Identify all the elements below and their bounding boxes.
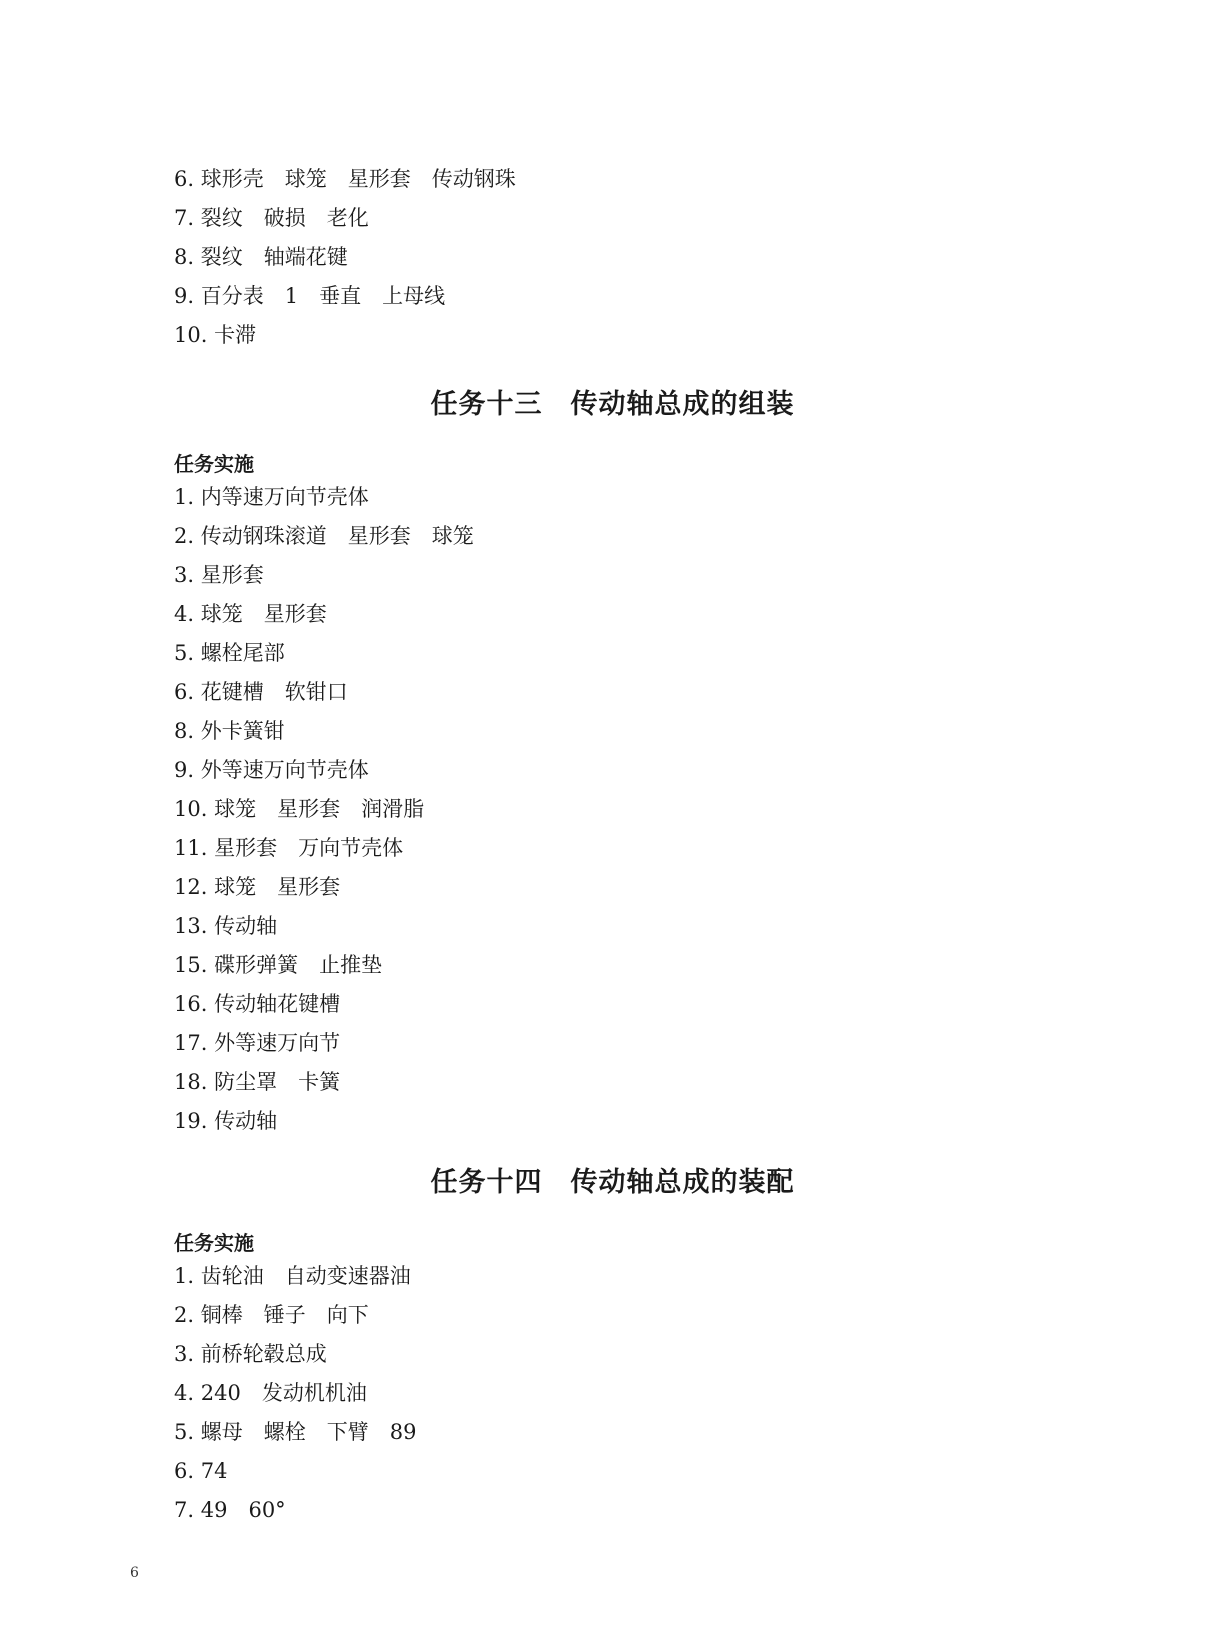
item-number: 1. xyxy=(174,1264,195,1288)
item-number: 2. xyxy=(174,1303,195,1327)
item-text: 螺母 螺栓 下臂 89 xyxy=(200,1420,417,1444)
item-number: 10. xyxy=(174,323,208,347)
section-14-subtitle: 任务实施 xyxy=(174,1231,254,1255)
item-number: 4. xyxy=(174,602,195,626)
item-number: 4. xyxy=(174,1381,195,1405)
list-item xyxy=(174,1491,416,1530)
list-item xyxy=(174,595,474,634)
list-item xyxy=(174,751,474,790)
item-number: 8. xyxy=(174,245,195,269)
item-number: 3. xyxy=(174,1342,195,1366)
item-text: 铜棒 锤子 向下 xyxy=(200,1303,369,1327)
list-item xyxy=(174,946,474,985)
list-item xyxy=(174,1413,416,1452)
item-number: 2. xyxy=(174,524,195,548)
item-number: 1. xyxy=(174,485,195,509)
item-text: 传动钢珠滚道 星形套 球笼 xyxy=(200,524,474,548)
item-text: 74 xyxy=(200,1459,228,1483)
list-item xyxy=(174,1335,416,1374)
list-item xyxy=(174,556,474,595)
item-text: 螺栓尾部 xyxy=(200,641,285,665)
item-text: 球形壳 球笼 星形套 传动钢珠 xyxy=(200,167,516,191)
item-number: 15. xyxy=(174,953,208,977)
list-item xyxy=(174,1452,416,1491)
item-number: 5. xyxy=(174,641,195,665)
list-item xyxy=(174,199,516,238)
list-item xyxy=(174,868,474,907)
item-text: 内等速万向节壳体 xyxy=(200,485,369,509)
item-text: 星形套 万向节壳体 xyxy=(214,836,404,860)
item-text: 裂纹 轴端花键 xyxy=(200,245,348,269)
item-number: 12. xyxy=(174,875,208,899)
item-text: 卡滞 xyxy=(214,323,257,347)
item-text: 花键槽 软钳口 xyxy=(200,680,348,704)
item-number: 16. xyxy=(174,992,208,1016)
item-text: 百分表 1 垂直 上母线 xyxy=(200,284,446,308)
list-item xyxy=(174,277,516,316)
item-text: 球笼 星形套 润滑脂 xyxy=(214,797,425,821)
item-number: 3. xyxy=(174,563,195,587)
item-text: 球笼 星形套 xyxy=(200,602,327,626)
item-number: 13. xyxy=(174,914,208,938)
list-item xyxy=(174,907,474,946)
item-number: 7. xyxy=(174,1498,195,1522)
list-item xyxy=(174,1257,416,1296)
top-answer-list xyxy=(174,160,516,355)
item-number: 8. xyxy=(174,719,195,743)
list-item xyxy=(174,985,474,1024)
item-number: 9. xyxy=(174,758,195,782)
item-number: 19. xyxy=(174,1109,208,1133)
item-text: 外卡簧钳 xyxy=(200,719,285,743)
list-item xyxy=(174,829,474,868)
list-item xyxy=(174,673,474,712)
item-text: 裂纹 破损 老化 xyxy=(200,206,369,230)
item-text: 齿轮油 自动变速器油 xyxy=(200,1264,411,1288)
item-number: 10. xyxy=(174,797,208,821)
item-number: 6. xyxy=(174,680,195,704)
item-number: 9. xyxy=(174,284,195,308)
item-text: 外等速万向节 xyxy=(214,1031,341,1055)
item-text: 传动轴花键槽 xyxy=(214,992,341,1016)
item-text: 外等速万向节壳体 xyxy=(200,758,369,782)
list-item xyxy=(174,517,474,556)
section-13-title: 任务十三 传动轴总成的组装 xyxy=(430,389,795,420)
section-13-list xyxy=(174,478,474,1141)
item-number: 6. xyxy=(174,167,195,191)
section-14-list xyxy=(174,1257,416,1530)
list-item xyxy=(174,160,516,199)
item-number: 6. xyxy=(174,1459,195,1483)
page-number: 6 xyxy=(130,1565,139,1581)
list-item xyxy=(174,634,474,673)
item-text: 传动轴 xyxy=(214,1109,278,1133)
list-item xyxy=(174,1024,474,1063)
list-item xyxy=(174,1296,416,1335)
item-number: 7. xyxy=(174,206,195,230)
list-item xyxy=(174,790,474,829)
list-item xyxy=(174,478,474,517)
list-item xyxy=(174,238,516,277)
item-text: 49 60° xyxy=(200,1498,286,1522)
list-item xyxy=(174,1102,474,1141)
item-number: 18. xyxy=(174,1070,208,1094)
item-text: 240 发动机机油 xyxy=(200,1381,367,1405)
item-text: 星形套 xyxy=(200,563,264,587)
section-13-subtitle: 任务实施 xyxy=(174,452,254,476)
item-number: 11. xyxy=(174,836,208,860)
item-number: 5. xyxy=(174,1420,195,1444)
list-item xyxy=(174,1063,474,1102)
item-text: 传动轴 xyxy=(214,914,278,938)
item-text: 球笼 星形套 xyxy=(214,875,341,899)
item-text: 前桥轮毂总成 xyxy=(200,1342,327,1366)
item-text: 碟形弹簧 止推垫 xyxy=(214,953,383,977)
item-number: 17. xyxy=(174,1031,208,1055)
section-14-title: 任务十四 传动轴总成的装配 xyxy=(430,1167,795,1198)
list-item xyxy=(174,712,474,751)
item-text: 防尘罩 卡簧 xyxy=(214,1070,341,1094)
list-item xyxy=(174,316,516,355)
list-item xyxy=(174,1374,416,1413)
